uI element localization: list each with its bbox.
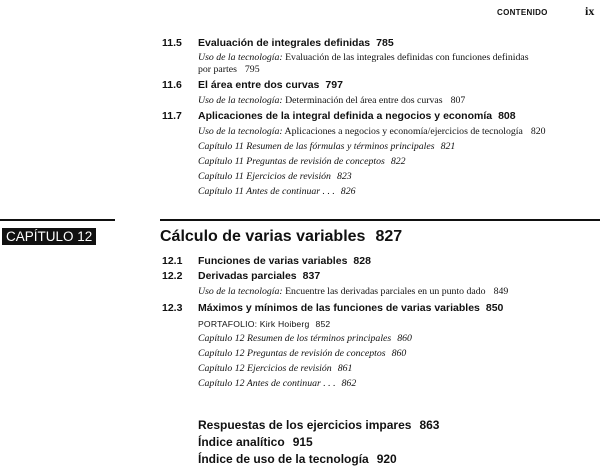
review-text: Capítulo 12 Resumen de los términos principales xyxy=(198,333,392,344)
review-entry[interactable] xyxy=(198,186,356,197)
review-text: Capítulo 11 Ejercicios de revisión xyxy=(198,171,331,182)
tech-label: Uso de la tecnología: xyxy=(198,286,283,297)
technology-entry[interactable] xyxy=(198,95,465,107)
review-page: 823 xyxy=(336,171,352,182)
back-matter-page: 915 xyxy=(292,435,313,449)
tech-label: Uso de la tecnología: xyxy=(198,52,283,63)
review-page: 821 xyxy=(440,141,456,152)
chapter-title-text: Cálculo de varias variables xyxy=(160,228,366,245)
tech-page: 807 xyxy=(450,95,466,106)
tech-label: Uso de la tecnología: xyxy=(198,95,283,106)
review-page: 826 xyxy=(340,186,356,197)
review-entry[interactable] xyxy=(198,171,352,182)
tech-text: Encuentre las derivadas parciales en un punto dado xyxy=(285,286,486,297)
tech-text: Aplicaciones a negocios y economía/ejercicios de tecnología xyxy=(284,126,523,137)
review-page: 862 xyxy=(341,378,357,389)
toc-entry[interactable] xyxy=(198,79,343,91)
back-matter-text: Respuestas de los ejercicios impares xyxy=(198,418,412,432)
section-number: 11.5 xyxy=(162,37,182,49)
tech-page: 849 xyxy=(493,286,509,297)
toc-entry[interactable] xyxy=(198,270,320,282)
section-page: 785 xyxy=(376,37,394,49)
tech-text-continued: por partes xyxy=(198,63,237,75)
review-text: Capítulo 11 Resumen de las fórmulas y términos principales xyxy=(198,141,435,152)
section-title: Derivadas parciales xyxy=(198,270,297,282)
toc-entry[interactable] xyxy=(198,255,371,267)
section-number: 12.1 xyxy=(162,255,183,267)
section-page: 828 xyxy=(353,255,371,267)
section-number: 12.2 xyxy=(162,270,183,282)
tech-text: Determinación del área entre dos curvas xyxy=(285,95,443,106)
section-page: 850 xyxy=(485,302,504,314)
tech-page: 820 xyxy=(530,126,546,137)
review-page: 860 xyxy=(397,333,412,344)
back-matter-page: 863 xyxy=(419,418,440,432)
chapter-label: CAPÍTULO 12 xyxy=(2,228,96,245)
section-page: 808 xyxy=(498,110,516,122)
review-entry[interactable] xyxy=(198,141,455,152)
section-number: 11.6 xyxy=(162,79,182,91)
section-number: 12.3 xyxy=(162,302,183,314)
page-number: ix xyxy=(585,4,595,18)
back-matter-entry[interactable] xyxy=(198,435,313,449)
technology-entry[interactable] xyxy=(198,286,508,298)
toc-entry[interactable] xyxy=(198,110,516,122)
review-page: 861 xyxy=(337,363,353,374)
section-title: El área entre dos curvas xyxy=(198,79,320,91)
section-title: Aplicaciones de la integral definida a negocios y economía xyxy=(198,110,493,122)
section-page: 837 xyxy=(302,270,321,282)
review-text: Capítulo 12 Antes de continuar . . . xyxy=(198,378,336,389)
section-title: Evaluación de integrales definidas xyxy=(198,37,371,49)
chapter-divider-left xyxy=(0,219,115,221)
review-text: Capítulo 11 Preguntas de revisión de conceptos xyxy=(198,156,385,167)
toc-entry[interactable] xyxy=(198,37,394,49)
back-matter-page: 920 xyxy=(376,452,397,466)
technology-entry[interactable] xyxy=(198,126,546,138)
back-matter-entry[interactable] xyxy=(198,452,397,466)
chapter-divider xyxy=(160,219,600,221)
back-matter-entry[interactable] xyxy=(198,418,439,432)
back-matter-text: Índice de uso de la tecnología xyxy=(198,452,369,466)
running-header: CONTENIDO xyxy=(497,8,548,17)
chapter-title[interactable] xyxy=(160,228,402,246)
review-page: 822 xyxy=(390,156,406,167)
review-entry[interactable] xyxy=(198,378,356,389)
back-matter-text: Índice analítico xyxy=(198,435,285,449)
review-text: Capítulo 12 Ejercicios de revisión xyxy=(198,363,332,374)
section-number: 11.7 xyxy=(162,110,182,122)
review-entry[interactable] xyxy=(198,156,406,167)
tech-text: Evaluación de las integrales definidas con funciones definidas xyxy=(285,52,529,63)
review-page: 860 xyxy=(391,348,407,359)
section-page: 797 xyxy=(325,79,343,91)
technology-entry[interactable] xyxy=(198,52,578,75)
toc-entry[interactable] xyxy=(198,302,503,314)
review-entry[interactable] xyxy=(198,333,412,344)
tech-page: 795 xyxy=(244,63,260,75)
review-entry[interactable] xyxy=(198,348,406,359)
chapter-page: 827 xyxy=(375,228,403,245)
section-title: Funciones de varias variables xyxy=(198,255,348,267)
review-text: Capítulo 11 Antes de continuar . . . xyxy=(198,186,335,197)
review-text: Capítulo 12 Preguntas de revisión de conceptos xyxy=(198,348,386,359)
portfolio-entry[interactable] xyxy=(198,319,330,329)
review-entry[interactable] xyxy=(198,363,352,374)
tech-label: Uso de la tecnología: xyxy=(198,126,283,137)
portfolio-text: PORTAFOLIO: Kirk Hoiberg xyxy=(198,319,310,329)
section-title: Máximos y mínimos de las funciones de varias variables xyxy=(198,302,480,314)
portfolio-page: 852 xyxy=(315,319,331,329)
